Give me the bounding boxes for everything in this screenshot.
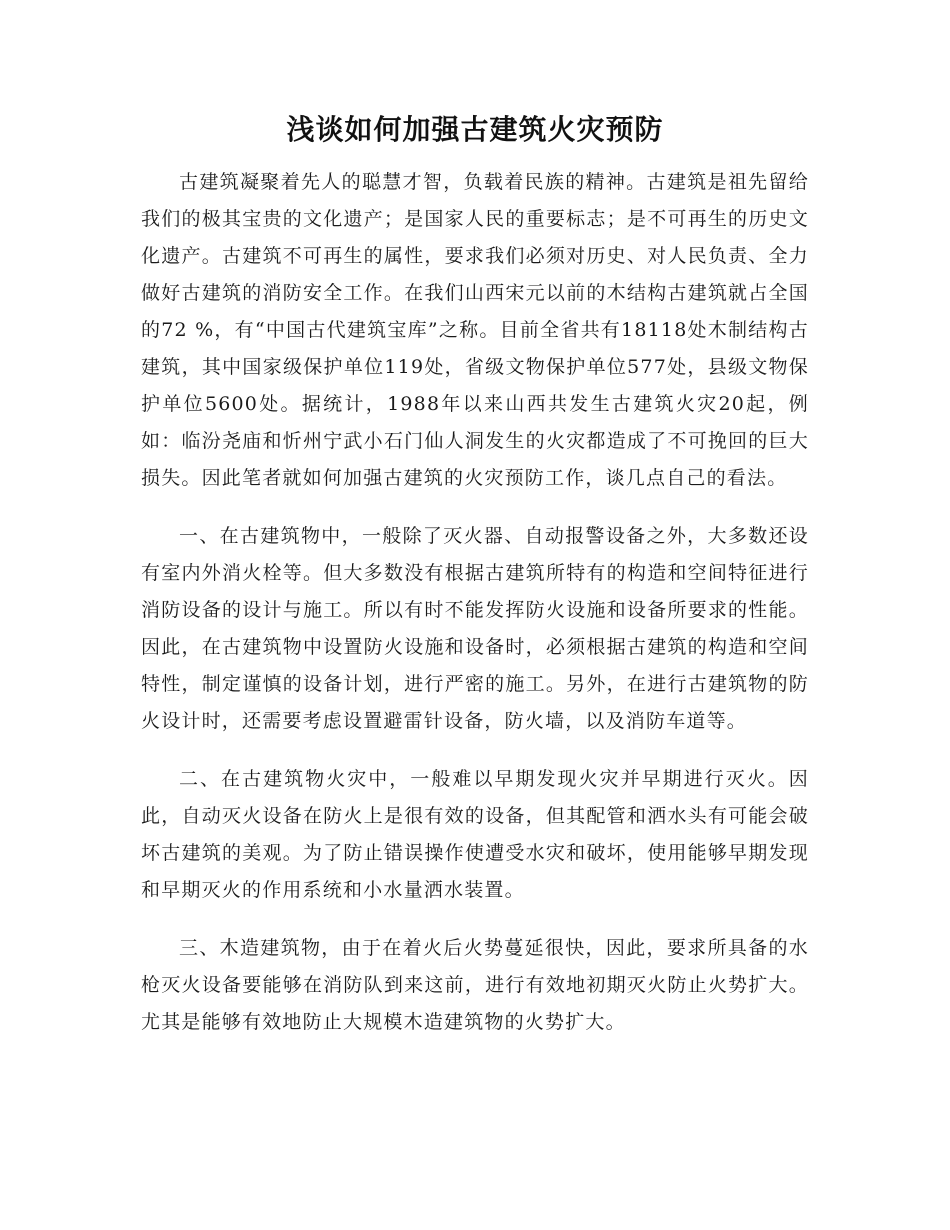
paragraph-intro: 古建筑凝聚着先人的聪慧才智，负载着民族的精神。古建筑是祖先留给我们的极其宝贵的文化遗产；是国家人民的重要标志；是不可再生的历史文化遗产。古建筑不可再生的属性，要求我们必须对历史、对人民负责、全力做好古建筑的消防安全工作。在我们山西宋元以前的木结构古建筑就占全国的72 %，有“中国古代建筑宝库”之称。目前全省共有18118处木制结构古建筑，其中国家级保护单位119处，省级文物保护单位577处，县级文物保护单位5600处。据统计，1988年以来山西共发生古建筑火灾20起，例如：临汾尧庙和忻州宁武小石门仙人洞发生的火灾都造成了不可挽回的巨大损失。因此笔者就如何加强古建筑的火灾预防工作，谈几点自己的看法。: [141, 171, 809, 489]
paragraph-point-3: 三、木造建筑物，由于在着火后火势蔓延很快，因此，要求所具备的水枪灭火设备要能够在消防队到来这前，进行有效地初期灭火防止火势扩大。尤其是能够有效地防止大规模木造建筑物的火势扩大。: [141, 937, 809, 1033]
paragraph-point-1: 一、在古建筑物中，一般除了灭火器、自动报警设备之外，大多数还设有室内外消火栓等。但大多数没有根据古建筑所特有的构造和空间特征进行消防设备的设计与施工。所以有时不能发挥防火设施和设备所要求的性能。因此，在古建筑物中设置防火设施和设备时，必须根据古建筑的构造和空间特性，制定谨慎的设备计划，进行严密的施工。另外，在进行古建筑物的防火设计时，还需要考虑设置避雷针设备，防火墙，以及消防车道等。: [141, 525, 809, 732]
paragraph-point-2: 二、在古建筑物火灾中，一般难以早期发现火灾并早期进行灭火。因此，自动灭火设备在防火上是很有效的设备，但其配管和洒水头有可能会破坏古建筑的美观。为了防止错误操作使遭受水灾和破坏，使用能够早期发现和早期灭火的作用系统和小水量洒水装置。: [141, 768, 809, 901]
document-title: 浅谈如何加强古建筑火灾预防: [286, 113, 664, 146]
document-body: [141, 164, 809, 1062]
